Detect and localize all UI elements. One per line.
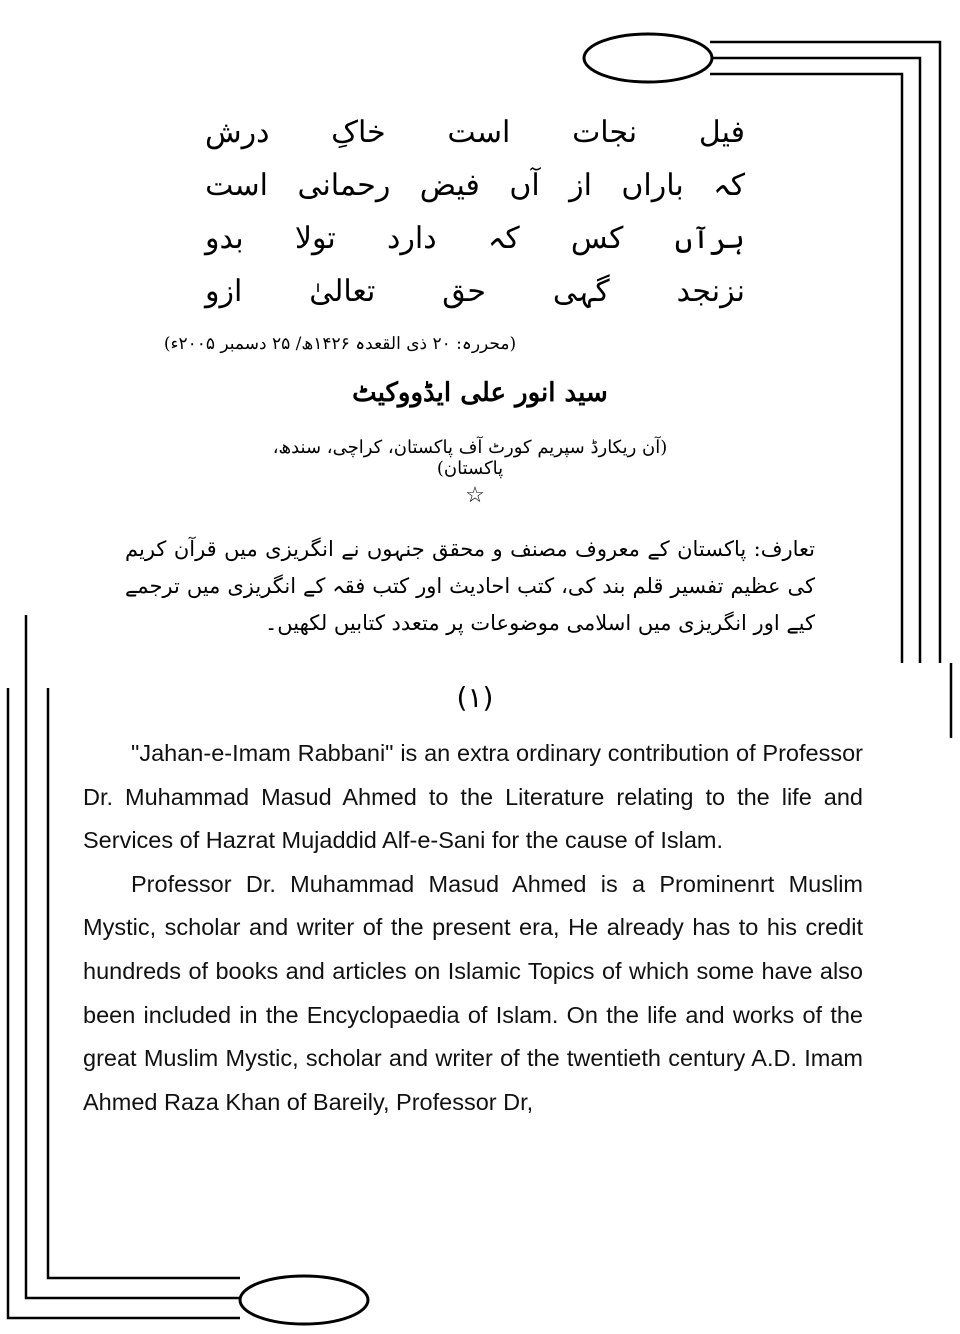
verse-word: حق [442, 273, 486, 309]
verse-word: باراں [621, 167, 684, 203]
verse-line [205, 112, 745, 152]
verse-word: بدو [205, 220, 244, 256]
top-oval-ornament [584, 34, 712, 82]
verse-word: نزنجد [676, 273, 745, 309]
verse-word: فیض [419, 167, 480, 203]
verse-word: فیل [698, 114, 745, 150]
verse-word: ہرآں [674, 220, 745, 256]
verse-word: رحمانی [297, 167, 391, 203]
english-body [83, 732, 863, 1124]
date-line: (محررہ: ۲۰ ذی القعدہ ۱۴۲۶ھ/ ۲۵ دسمبر ۲۰۰۵ء) [163, 334, 517, 354]
author-designation: (آن ریکارڈ سپریم کورٹ آف پاکستان، کراچی، سندھ، پاکستان) [272, 437, 668, 479]
verse-word: ازو [205, 273, 243, 309]
verse-word: کہ [713, 167, 745, 203]
verse-word: خاکِ [331, 114, 386, 150]
verse-word: نجات [572, 114, 638, 150]
bottom-oval-ornament [240, 1276, 368, 1324]
body-paragraph: "Jahan-e-Imam Rabbani" is an extra ordinary contribution of Professor Dr. Muhammad Masud Ahmed to the Literature relating to the life and Services of Hazrat Mujaddid Alf-e-Sani for the cause of Islam. [83, 740, 863, 854]
introduction-paragraph: تعارف: پاکستان کے معروف مصنف و محقق جنہوں نے انگریزی میں قرآن کریم کی عظیم تفسیر قلم بند کی، کتب احادیث اور کتب فقہ کے انگریزی میں ترجمے کیے اور انگریزی میں اسلامی موضوعات پر متعدد کتابیں لکھیں۔ [125, 537, 815, 635]
verse-line [205, 271, 745, 311]
verse-word: است [205, 167, 269, 203]
verse-line [205, 218, 745, 258]
verse-word: دارد [387, 220, 437, 256]
verse-word: کہ [487, 220, 520, 256]
verse-word: از [569, 167, 592, 203]
body-paragraph: Professor Dr. Muhammad Masud Ahmed is a Prominenrt Muslim Mystic, scholar and writer of the present era, He already has to his credit hundreds of books and articles on Islamic Topics of which some have also been included in the Encyclopaedia of Islam. On the life and works of the great Muslim Mystic, scholar and writer of the twentieth century A.D. Imam Ahmed Raza Khan of Bareily, Professor Dr, [83, 870, 863, 1115]
verse-word: گہی [552, 273, 610, 309]
verse-word: تولا [294, 220, 336, 256]
verse-word: کس [570, 220, 624, 256]
verse-word: است [447, 114, 511, 150]
verse-word: آں [509, 167, 540, 203]
page-number: (۱) [456, 681, 494, 714]
verse-line [205, 165, 745, 205]
star-icon: ☆ [465, 483, 485, 508]
verse-word: درش [205, 114, 270, 150]
author-name: سید انور علی ایڈووکیٹ [352, 378, 608, 408]
verse-word: تعالیٰ [309, 273, 376, 309]
